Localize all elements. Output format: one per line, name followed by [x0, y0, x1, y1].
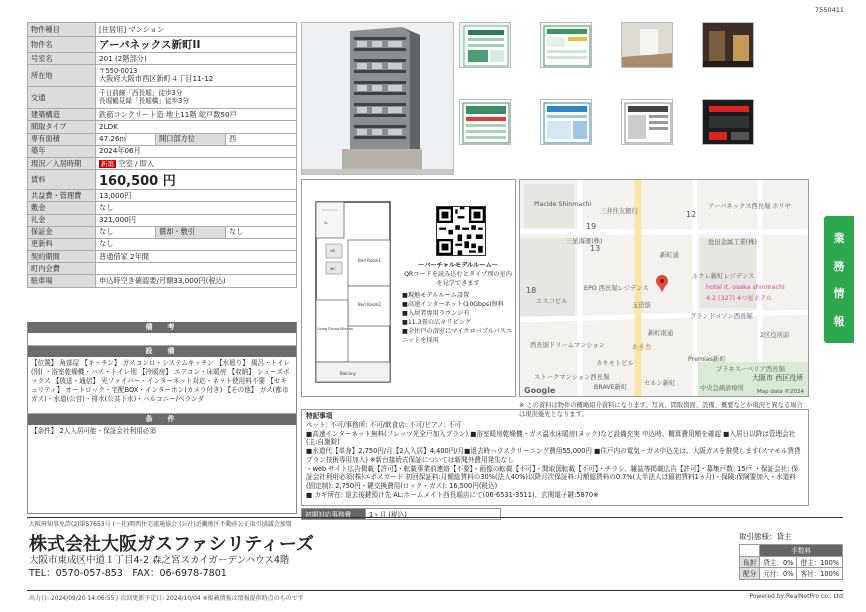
town-fee-label: 町内会費: [28, 263, 96, 275]
map-label: アーバネックス西長堀: [708, 203, 771, 210]
thumbnail-brochure-5[interactable]: [702, 99, 754, 145]
special-notes-title: 特記事項: [306, 412, 333, 420]
structure-value: 鉄筋コンクリート造 地上11階 総戸数50戸: [96, 109, 297, 121]
fee-item-label: 初期対応事務費: [302, 509, 366, 520]
map-label: 池田金属工業(株): [708, 239, 757, 246]
building-photo: [301, 22, 454, 175]
amortization-label: 償却・敷引: [156, 226, 226, 238]
document-id: 7550411: [815, 6, 844, 14]
map-label: プラネスーベリア西長堀: [716, 366, 785, 373]
postal-code: 〒550-0013: [99, 66, 138, 75]
commission-row-label: 配分: [740, 568, 760, 580]
room-value: 201 (2階部分): [96, 53, 297, 65]
name-label: 物件名: [28, 37, 96, 53]
type-label: 物件種目: [28, 23, 96, 37]
feature-point: ■現地モデルルーム設置: [402, 291, 470, 299]
thumbnail-brochure-3[interactable]: [540, 99, 592, 145]
parking-value: 申込時空き確認要/月額33,000円(税込): [96, 275, 297, 287]
map-label-hotel: hotel it. osaka shinmachi: [706, 284, 785, 291]
room-label-balcony: Balcony: [340, 371, 356, 376]
agent-address: 大阪市東成区中道１丁目4-2 森之宮スカイガーデンハウス4階: [29, 555, 290, 566]
map-label: 三井住友銀行: [600, 208, 638, 215]
output-dates: 出力日: 2024/09/20 14:06:55 / 次回更新予定日: 2024/10/04 ※掲載情報は情報提供時点のものです: [29, 595, 304, 602]
special-note-line: ■水道代【単身】2,750円/月【2人入居】4,400円/月■退去時ハウスクリーニング費用55,000円 ■住戸内の電気・ガス申込先は、大阪ガスを推奨します(スマモル賃貸プラン技術専用加入) ※新台接続式保証については新聞外費用発生なし: [306, 447, 801, 464]
traffic-line-2: 長堀鶴見緑「長堀橋」徒歩3分: [99, 96, 189, 105]
status-value: 空室 / 即入: [118, 158, 155, 168]
aspect-label: 開口部方位: [156, 133, 226, 145]
area-value: 47.26㎡: [96, 133, 156, 145]
map-label: 西長堀ドリームマンション: [530, 342, 606, 349]
map-label: 大阪市 西区役所: [752, 374, 804, 382]
thumbnail-lobby[interactable]: [702, 22, 754, 68]
contract-value: 普通借家 2年間: [96, 251, 297, 263]
room-label-bed2: Bed Room2: [358, 302, 381, 307]
address-label: 所在地: [28, 65, 96, 87]
conditions-text: 【条件】 2人入居可能・保証会社利用必須: [31, 427, 156, 435]
deposit-value: なし: [96, 202, 297, 214]
room-label-ldk: Living Dining Kitchen: [317, 327, 353, 331]
map-block-number: 13: [590, 244, 601, 253]
room-label-wc: WC: [330, 267, 336, 271]
location-map[interactable]: [519, 179, 809, 397]
equipment-header: 設 備: [28, 346, 296, 357]
map-label: あき舎: [632, 344, 651, 351]
map-label: ルクレ新町レジデンス: [692, 273, 755, 280]
key-money-label: 礼金: [28, 214, 96, 226]
property-name: アーバネックス新町II: [96, 37, 297, 53]
equipment-text: 【位置】 角部屋 【キッチン】 ガスコンロ・システムキッチン 【水廻り】 風呂・トイレ(別) ・浴室乾燥機・バス・トイレ別 【冷暖房】 エアコン・床暖房 【収納】 シューズボックス 【放送・通信】 光ファイバー・インターネット対応・ネット使用料不要 【セキュリティ】 オートロック・宅配BOX・インターホン(カメラ付き) 【その他】 ガス(都市ガス)・水道(公営)・排水(公共下水)・バルコニー/ベランダ: [31, 359, 291, 403]
traffic-line-1: 千日前線「西長堀」徒歩3分: [99, 89, 183, 98]
feature-point: ■高速インターネット(10Gbps)無料: [402, 300, 504, 308]
special-note-line: ■高速インターネット無料(フレッツ光全戸加入プラン) ■浴室暖房乾燥機・ガス温水床暖房(ヌック)など設備充実 申込時、概算費用額を確認 ■入居日以降は管理会社(主:自施錠): [306, 429, 796, 447]
feature-point: ■11.3畳の広々リビング: [402, 318, 471, 326]
disclaimer-note: ※ この資料は物件の概略紹介資料になります。写真、間取図面、設備、概要などが現況と異なる場合は現況優先となります。: [519, 402, 803, 418]
room-label-ub: UB: [330, 249, 335, 253]
conditions-section: [27, 414, 297, 514]
thumbnail-brochure-1[interactable]: [459, 22, 511, 68]
powered-by: Powered by RealNetPro co., Ltd: [749, 593, 843, 600]
agent-phone: TEL：0570-057-853 FAX：06-6978-7801: [29, 568, 227, 579]
deposit-label: 敷金: [28, 202, 96, 214]
remarks-header: 備 考: [28, 322, 296, 333]
agent-license: 大阪府知事免許(2)第57653号 (一社)関西住宅流通協会 (公社)近畿地区不動産公正取引協議会加盟: [29, 521, 292, 528]
aspect-value: 西: [226, 133, 297, 145]
map-label: EPO 西長堀レジデンス: [584, 285, 649, 292]
address-value: 大阪府大阪市西区新町４丁目11-12: [99, 74, 214, 84]
map-label: 新町通: [660, 252, 679, 259]
footer-divider: [27, 517, 843, 518]
map-block-number: 12: [686, 210, 697, 219]
map-label: 中央急病診療所: [700, 385, 745, 392]
remarks-section: [27, 322, 297, 346]
rent-label: 賃料: [28, 170, 96, 190]
transaction-type: 取引態様：貸主: [739, 532, 792, 541]
status-label: 現況／入居時期: [28, 157, 96, 169]
fee-label: 共益費・管理費: [28, 190, 96, 202]
commission-value: 貸主：0%: [760, 556, 797, 568]
commission-value: 元付：0%: [760, 568, 797, 580]
room-label-cl: CL: [324, 221, 329, 225]
amortization-value: なし: [226, 226, 297, 238]
map-label: ホリヤ: [772, 203, 791, 210]
equipment-section: [27, 346, 297, 414]
key-money-value: 321,000円: [96, 214, 297, 226]
property-spec-table: [27, 22, 297, 288]
map-label: エスコビル: [536, 298, 568, 305]
map-label: ストークマンション西長堀: [534, 374, 610, 381]
built-value: 2024年06月: [96, 145, 297, 157]
footer-divider: [27, 590, 843, 591]
map-credit: Map data ©2024: [757, 389, 804, 395]
special-notes: [301, 409, 809, 506]
new-build-badge: 新築: [101, 159, 114, 168]
agent-company-name: 株式会社大阪ガスファシリティーズ: [29, 534, 314, 555]
vr-title: ～バーチャルモデルルーム～: [418, 262, 498, 269]
layout-label: 間取タイプ: [28, 121, 96, 133]
built-label: 築年: [28, 145, 96, 157]
thumbnail-rating[interactable]: [540, 22, 592, 68]
commission-value: 客付：100%: [797, 568, 843, 580]
commission-table: [739, 544, 843, 580]
virtual-tour-info: [402, 262, 514, 346]
guarantee-value: なし: [96, 226, 156, 238]
room-label: 号室名: [28, 53, 96, 65]
special-note-line: ・web サイト広告掲載【許可】・転載事業前連絡【不要】・画像の転載【不可】・間取図転載【不可】・チラシ、雑誌等掲載広告【許可】・募集戸数: 15戸 ・保証会社: 保証会社利用必須(株)エポスカード 初回保証料:月額総賃料の30%(法人40%)以降月次保証料:月額総賃料の0.7%(大半法人は最初賃料1ヵ月)・保険:保険要加入・水道料(固定制): 2,750円・鍵交換費用(ロック・ガス): 16,500円(税込): [306, 464, 799, 491]
map-label: Placide Shinmachi: [534, 201, 592, 208]
parking-label: 駐車場: [28, 275, 96, 287]
map-label: 三星海運(株): [566, 238, 603, 245]
map-rating: 4.2 (327) 4つ星ホテル: [706, 295, 773, 302]
google-logo: Google: [524, 386, 556, 395]
structure-label: 建築構造: [28, 109, 96, 121]
commission-header: 手数料: [760, 545, 843, 557]
renewal-value: なし: [96, 238, 297, 250]
vr-description: QRコードを読み込むとタイプ別の室内を見学できます: [404, 270, 512, 287]
feature-point: ■入居者専用ラウンジ有: [402, 309, 470, 317]
business-info-tab[interactable]: 業 務 情 報: [824, 216, 854, 343]
special-note-line: ■ カギ所在: 退去後鍵預け先 AL:ホームメイト西長堀店にて(06-6531-3511)、玄関電子鍵:5870※: [306, 490, 599, 499]
area-label: 専有面積: [28, 133, 96, 145]
floor-plan-panel: [301, 179, 516, 397]
traffic-label: 交通: [28, 87, 96, 109]
type-value: [住居用] マンション: [96, 23, 297, 37]
map-label: BRAVE新町: [594, 384, 628, 391]
fee-value: 13,000円: [96, 190, 297, 202]
map-block-number: 19: [586, 222, 597, 231]
initial-fee-table: [301, 508, 501, 520]
contract-label: 契約期間: [28, 251, 96, 263]
layout-value: 2LDK: [96, 121, 297, 133]
map-label: 2区役所前: [760, 332, 790, 339]
fee-item-value: 1ヶ月 (税込): [366, 509, 501, 520]
room-label-bed1: Bed Room1: [358, 258, 381, 263]
conditions-header: 条 件: [28, 414, 296, 425]
rent-value: 160,500 円: [96, 170, 297, 190]
guarantee-label: 保証金: [28, 226, 96, 238]
map-block-number: 18: [526, 286, 537, 295]
map-label: グランドメゾン西長堀: [690, 313, 753, 320]
thumbnail-brochure-4[interactable]: [621, 99, 673, 145]
town-fee-value: [96, 263, 297, 275]
renewal-label: 更新料: [28, 238, 96, 250]
map-label: カキモトビル: [596, 360, 634, 367]
qr-code[interactable]: [436, 206, 486, 256]
commission-row-label: 負担: [740, 556, 760, 568]
map-label: 玉造筋: [632, 302, 651, 309]
thumbnail-interior-1[interactable]: [621, 22, 673, 68]
map-label: セルン新町: [644, 380, 676, 387]
special-note-line: ペット: 不可/事務所: 不可/飲食店: 不可/ピアノ: 不可: [306, 420, 462, 429]
floor-plan: [302, 180, 402, 396]
commission-value: 借主：100%: [797, 556, 843, 568]
thumbnail-brochure-2[interactable]: [459, 99, 511, 145]
feature-point: ■全住戸の浴室にマイクロバブルバスユニットを採用: [402, 327, 513, 344]
map-label: Premias新町: [688, 356, 726, 363]
map-label: 新町南通: [648, 330, 674, 337]
